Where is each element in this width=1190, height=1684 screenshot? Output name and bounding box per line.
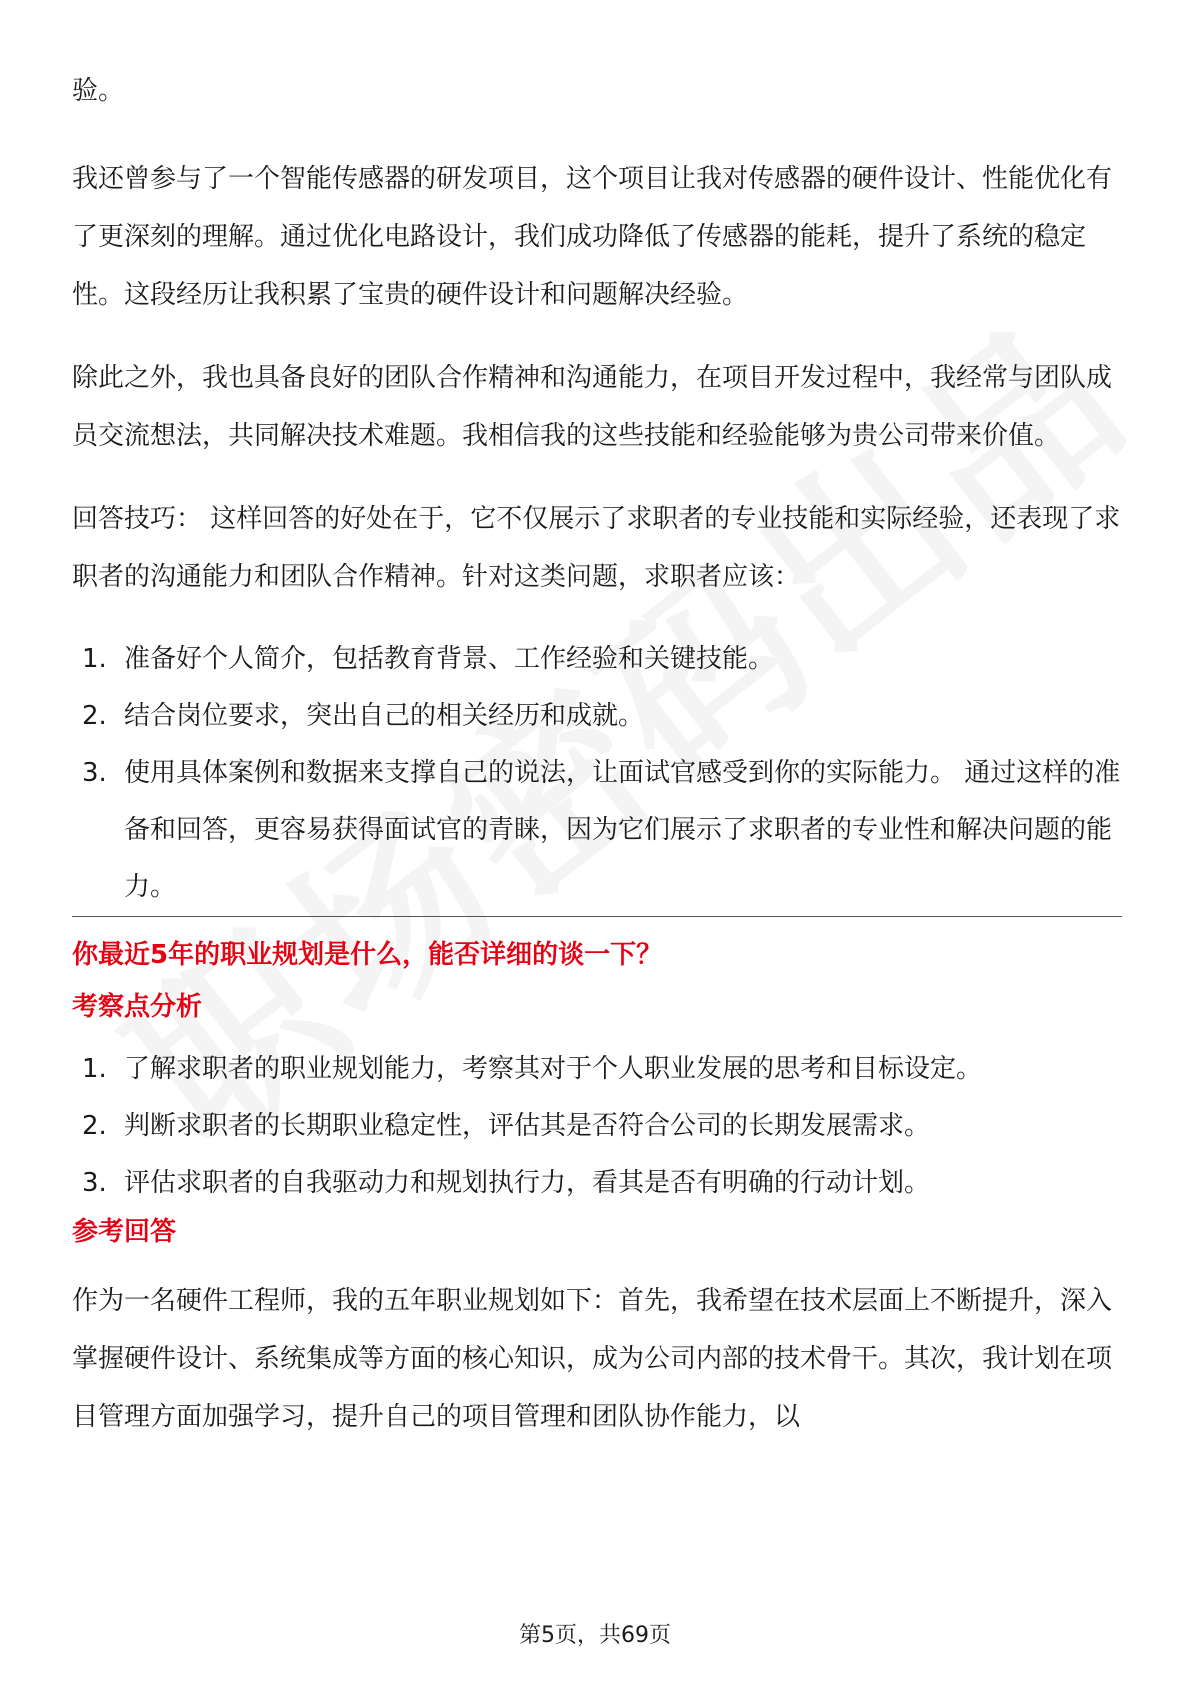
paragraph-reference-answer: 作为一名硬件工程师，我的五年职业规划如下：首先，我希望在技术层面上不断提升，深入掌握硬件设计、系统集成等方面的核心知识，成为公司内部的技术骨干。其次，我计划在项目管理方面加强学习，提升自己的项目管理和团队协作能力，以 xyxy=(72,1286,1113,1432)
list-item: 2. 结合岗位要求，突出自己的相关经历和成就。 xyxy=(82,701,645,731)
reference-heading: 参考回答 xyxy=(72,1217,177,1247)
list-item: 3. 评估求职者的自我驱动力和规划执行力，看其是否有明确的行动计划。 xyxy=(82,1168,931,1198)
list-item: 1. 准备好个人简介，包括教育背景、工作经验和关键技能。 xyxy=(82,644,775,674)
analysis-heading: 考察点分析 xyxy=(72,992,203,1022)
document-body xyxy=(72,62,1122,1471)
section-divider xyxy=(72,916,1122,917)
paragraph-teamwork: 除此之外，我也具备良好的团队合作精神和沟通能力，在项目开发过程中，我经常与团队成员交流想法，共同解决技术难题。我相信我的这些技能和经验能够为贵公司带来价值。 xyxy=(72,363,1113,451)
analysis-list xyxy=(72,1041,1122,1212)
paragraph-answer-tips: 回答技巧： 这样回答的好处在于，它不仅展示了求职者的专业技能和实际经验，还表现了求职者的沟通能力和团队合作精神。针对这类问题，求职者应该： xyxy=(72,504,1121,592)
tips-list xyxy=(72,631,1122,916)
list-item: 1. 了解求职者的职业规划能力，考察其对于个人职业发展的思考和目标设定。 xyxy=(82,1054,983,1084)
paragraph-continuation: 验。 xyxy=(72,76,125,106)
page-footer: 第5页，共69页 xyxy=(519,1623,671,1648)
list-item: 2. 判断求职者的长期职业稳定性，评估其是否符合公司的长期发展需求。 xyxy=(82,1111,931,1141)
question-heading: 你最近5年的职业规划是什么，能否详细的谈一下？ xyxy=(72,940,663,970)
paragraph-sensor-project: 我还曾参与了一个智能传感器的研发项目，这个项目让我对传感器的硬件设计、性能优化有了更深刻的理解。通过优化电路设计，我们成功降低了传感器的能耗，提升了系统的稳定性。这段经历让我积累了宝贵的硬件设计和问题解决经验。 xyxy=(72,164,1113,310)
list-item: 3. 使用具体案例和数据来支撑自己的说法，让面试官感受到你的实际能力。 通过这样的准备和回答，更容易获得面试官的青睐，因为它们展示了求职者的专业性和解决问题的能力。 xyxy=(82,758,1121,902)
